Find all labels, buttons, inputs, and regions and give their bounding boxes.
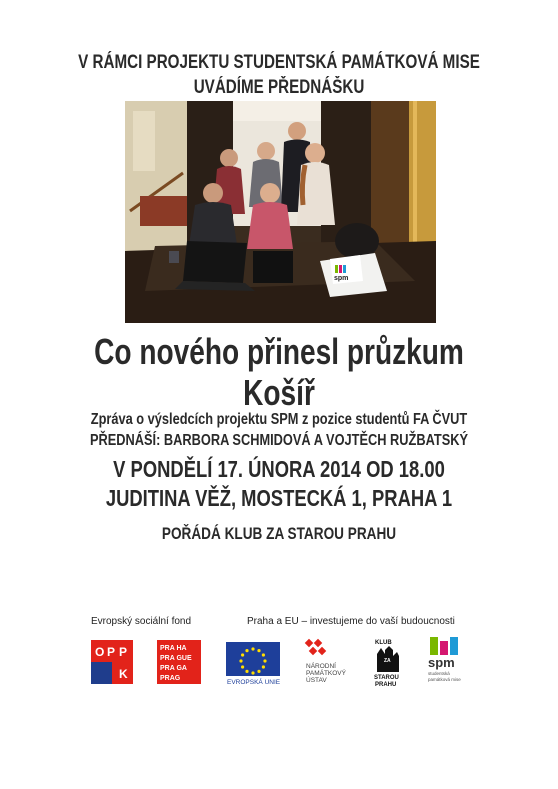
kzsp-line-4: PRAHU: [375, 682, 397, 688]
oppk-logo: [91, 640, 133, 684]
spm-sub-2: památková mise: [428, 677, 461, 682]
eu-logo-text: EVROPSKÁ UNIE: [227, 679, 280, 686]
prague-line-2: PRA GUE: [160, 655, 192, 662]
prague-line-4: PRAG: [160, 675, 181, 682]
oppk-letter-k: K: [119, 667, 128, 681]
eu-slogan: Praha a EU – investujeme do vaší budoucnosti: [247, 616, 455, 627]
spm-logo: [426, 637, 470, 683]
kzsp-line-2: ZA: [384, 658, 391, 664]
oppk-letter-p1: P: [107, 645, 116, 659]
spm-sub-1: studentská: [428, 671, 450, 676]
lecture-description: Zpráva o výsledcích projektu SPM z pozice studentů FA ČVUT: [90, 411, 468, 428]
event-photo: [125, 101, 436, 323]
kzsp-line-1: KLUB: [375, 640, 392, 646]
lecture-title-line-1: Co nového přinesl průzkum: [94, 331, 464, 372]
lecture-title-line-2: Košíř: [243, 372, 315, 413]
prague-line-3: PRA GA: [160, 665, 187, 672]
event-place: JUDITINA VĚŽ, MOSTECKÁ 1, PRAHA 1: [105, 485, 453, 511]
kzsp-line-3: STAROU: [374, 675, 399, 681]
npu-line-3: ÚSTAV: [306, 677, 327, 684]
esf-label: Evropský sociální fond: [91, 616, 192, 627]
prague-line-1: PRA HA: [160, 645, 187, 652]
intro-line-1: V RÁMCI PROJEKTU STUDENTSKÁ PAMÁTKOVÁ MISE: [78, 52, 480, 73]
eu-logo: [226, 642, 280, 686]
organizer: POŘÁDÁ KLUB ZA STAROU PRAHU: [161, 524, 397, 543]
event-date: V PONDĚLÍ 17. ÚNORA 2014 OD 18.00: [113, 456, 445, 482]
photo-illustration: [125, 101, 436, 323]
npu-line-1: NÁRODNÍ: [306, 663, 336, 670]
prague-logo: [157, 640, 201, 684]
lecturers: PŘEDNÁŠÍ: BARBORA SCHMIDOVÁ A VOJTĚCH RUŽBATSKÝ: [89, 432, 469, 449]
photo-sign-text: spm: [334, 275, 349, 282]
npu-line-2: PAMÁTKOVÝ: [306, 670, 346, 677]
kzsp-logo: [373, 636, 403, 688]
npu-logo: [302, 638, 356, 686]
intro-line-2: UVÁDÍME PŘEDNÁŠKU: [193, 77, 365, 98]
oppk-letter-o: O: [95, 645, 105, 659]
oppk-letter-p2: P: [119, 645, 128, 659]
spm-logo-text: spm: [428, 655, 455, 670]
